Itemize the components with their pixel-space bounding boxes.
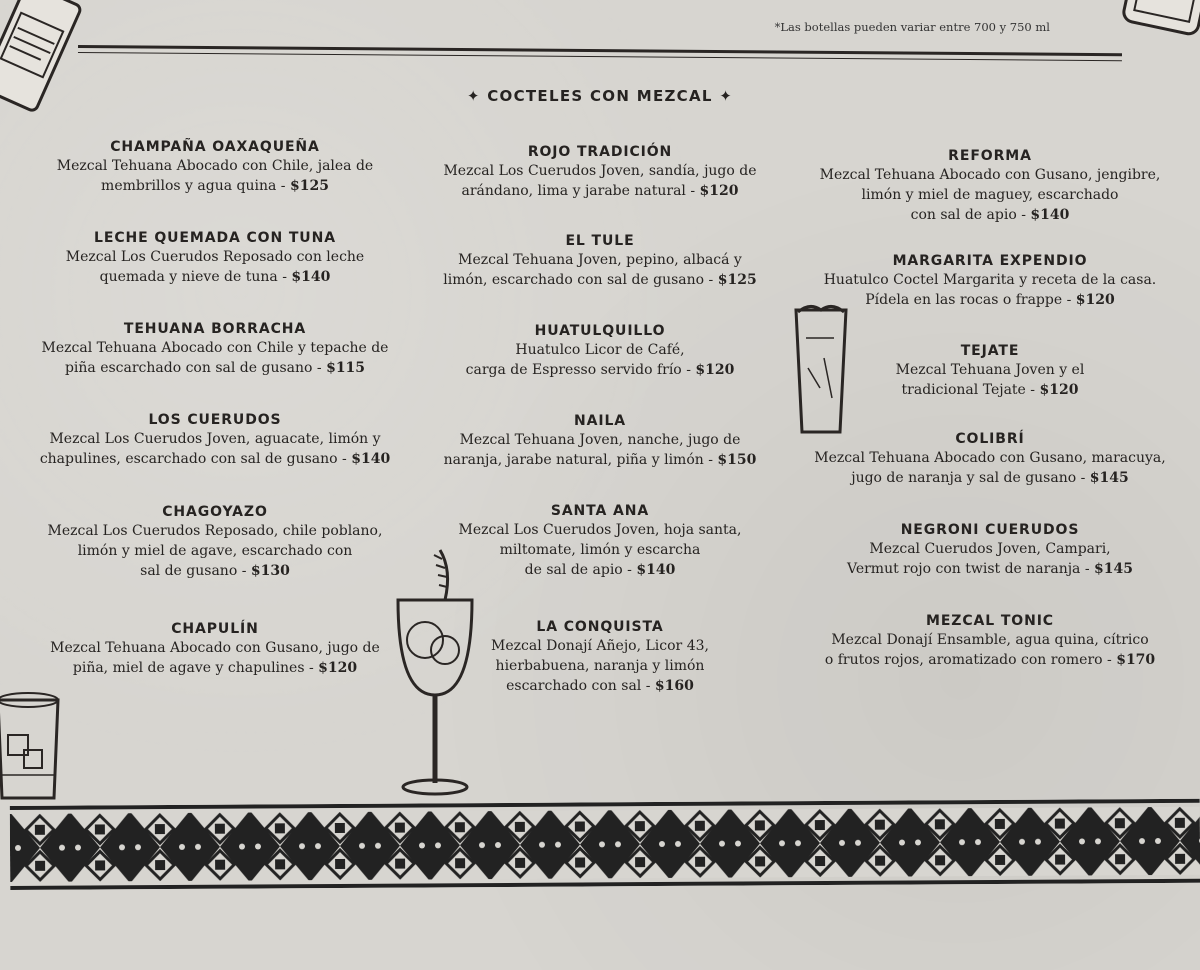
description-line: arándano, lima y jarabe natural - (461, 183, 700, 199)
cocktail-description (420, 340, 780, 380)
description-line: naranja, jarabe natural, piña y limón - (443, 452, 718, 468)
menu-item (25, 320, 405, 378)
description-line: escarchado con sal - (506, 678, 655, 694)
description-line: chapulines, escarchado con sal de gusano - (39, 451, 352, 467)
cocktail-name: NAILA (573, 413, 627, 429)
cocktail-description (420, 430, 780, 470)
description-line: tradicional Tejate - (901, 382, 1040, 398)
menu-item (25, 620, 405, 678)
description-line: Huatulco Coctel Margarita y receta de la casa. (823, 272, 1157, 288)
menu-item (800, 521, 1180, 579)
cocktail-name: MARGARITA EXPENDIO (892, 253, 1088, 269)
description-line: o frutos rojos, aromatizado con romero - (824, 652, 1117, 668)
mezcal-bottle-icon (0, 0, 104, 125)
menu-item (25, 138, 405, 196)
cocktail-name: CHAMPAÑA OAXAQUEÑA (110, 139, 320, 155)
description-line: piña, miel de agave y chapulines - (72, 660, 319, 676)
menu-item (800, 252, 1180, 310)
description-line: limón y miel de maguey, escarchado (861, 187, 1119, 203)
cocktail-price: $145 (1089, 470, 1129, 486)
mezcal-bottle-icon (1112, 0, 1200, 49)
description-line: Mezcal Tehuana Abocado con Chile, jalea de (56, 158, 374, 174)
wine-glass-icon (390, 545, 480, 800)
cocktail-name: CHAGOYAZO (162, 504, 268, 520)
top-divider (78, 45, 1122, 61)
cocktail-description (800, 360, 1180, 400)
description-line: sal de gusano - (140, 563, 251, 579)
description-line: con sal de apio - (910, 207, 1031, 223)
cocktail-description (800, 270, 1180, 310)
cocktail-price: $160 (654, 678, 694, 694)
menu-item (420, 143, 780, 201)
description-line: Vermut rojo con twist de naranja - (847, 561, 1095, 577)
cocktail-name: ROJO TRADICIÓN (527, 144, 673, 160)
cocktail-price: $125 (289, 178, 329, 194)
cocktail-name: NEGRONI CUERUDOS (900, 522, 1080, 538)
menu-item (800, 342, 1180, 400)
cocktail-description (25, 638, 405, 678)
menu-item (420, 232, 780, 290)
cocktail-price: $120 (1075, 292, 1115, 308)
cocktail-description (25, 429, 405, 469)
menu-item (25, 503, 405, 581)
menu-item (25, 411, 405, 469)
cocktail-name: TEHUANA BORRACHA (123, 321, 307, 337)
menu-item (420, 412, 780, 470)
cocktail-price: $145 (1094, 561, 1133, 577)
cocktail-name: MEZCAL TONIC (925, 613, 1054, 629)
description-line: Mezcal Donají Añejo, Licor 43, (491, 638, 709, 654)
description-line: de sal de apio - (524, 562, 637, 578)
tall-glass-icon (790, 298, 852, 438)
cocktail-price: $120 (318, 660, 358, 676)
description-line: Mezcal Tehuana Abocado con Gusano, maracuya, (814, 450, 1166, 466)
description-line: hierbabuena, naranja y limón (495, 658, 705, 674)
cocktail-description (25, 338, 405, 378)
cocktail-description (800, 165, 1180, 225)
menu-item (800, 147, 1180, 225)
description-line: Mezcal Los Cuerudos Joven, sandía, jugo de (443, 163, 757, 179)
cocktail-name: LA CONQUISTA (536, 619, 664, 635)
cocktail-description (800, 630, 1180, 670)
cocktail-name: LOS CUERUDOS (148, 412, 282, 428)
rocks-glass-icon (0, 680, 68, 805)
description-line: carga de Espresso servido frío - (465, 362, 696, 378)
description-line: Mezcal Los Cuerudos Joven, aguacate, limón y (49, 431, 381, 447)
menu-item (800, 430, 1180, 488)
cocktail-description (800, 539, 1180, 579)
description-line: Mezcal Cuerudos Joven, Campari, (869, 541, 1111, 557)
cocktail-price: $120 (699, 183, 739, 199)
cocktail-price: $140 (636, 562, 676, 578)
cocktail-price: $115 (326, 360, 366, 376)
description-line: jugo de naranja y sal de gusano - (851, 470, 1090, 486)
cocktail-price: $120 (1039, 382, 1079, 398)
cocktail-name: EL TULE (565, 233, 635, 249)
menu-item (800, 612, 1180, 670)
description-line: limón y miel de agave, escarchado con (77, 543, 353, 559)
description-line: Mezcal Tehuana Joven y el (895, 362, 1085, 378)
description-line: miltomate, limón y escarcha (499, 542, 701, 558)
description-line: Mezcal Tehuana Abocado con Gusano, jengibre, (819, 167, 1161, 183)
cocktail-name: CHAPULÍN (171, 621, 259, 637)
description-line: quemada y nieve de tuna - (99, 269, 292, 285)
cocktail-price: $140 (1030, 207, 1070, 223)
description-line: piña escarchado con sal de gusano - (64, 360, 327, 376)
cocktail-price: $120 (695, 362, 735, 378)
cocktail-name: REFORMA (948, 148, 1032, 164)
cocktail-price: $130 (250, 563, 290, 579)
description-line: limón, escarchado con sal de gusano - (443, 272, 718, 288)
description-line: Mezcal Tehuana Joven, nanche, jugo de (459, 432, 741, 448)
description-line: Pídela en las rocas o frappe - (865, 292, 1076, 308)
description-line: Mezcal Tehuana Joven, pepino, albacá y (458, 252, 742, 268)
cocktail-name: TEJATE (960, 343, 1020, 359)
section-title: ✦ COCTELES CON MEZCAL ✦ (466, 87, 734, 105)
cocktail-price: $125 (717, 272, 757, 288)
description-line: Mezcal Los Cuerudos Reposado, chile poblano, (47, 523, 383, 539)
cocktail-description (25, 247, 405, 287)
cocktail-price: $140 (351, 451, 391, 467)
cocktail-name: COLIBRÍ (955, 431, 1025, 447)
cocktail-description (25, 521, 405, 581)
cocktail-name: HUATULQUILLO (534, 323, 666, 339)
cocktail-name: SANTA ANA (550, 503, 650, 519)
cocktail-price: $170 (1116, 652, 1156, 668)
cocktail-description (420, 161, 780, 201)
description-line: membrillos y agua quina - (101, 178, 290, 194)
bottle-size-note: *Las botellas pueden variar entre 700 y 750 ml (774, 20, 1050, 34)
menu-item (420, 322, 780, 380)
description-line: Mezcal Donají Ensamble, agua quina, cítrico (831, 632, 1149, 648)
cocktail-description (25, 156, 405, 196)
oaxacan-pattern-border (10, 799, 1200, 890)
cocktail-price: $150 (717, 452, 757, 468)
menu-item (25, 229, 405, 287)
description-line: Huatulco Licor de Café, (515, 342, 685, 358)
description-line: Mezcal Tehuana Abocado con Gusano, jugo de (50, 640, 380, 656)
cocktail-description (800, 448, 1180, 488)
description-line: Mezcal Los Cuerudos Reposado con leche (65, 249, 365, 265)
cocktail-description (420, 250, 780, 290)
cocktail-name: LECHE QUEMADA CON TUNA (94, 230, 336, 246)
cocktail-price: $140 (291, 269, 331, 285)
description-line: Mezcal Los Cuerudos Joven, hoja santa, (458, 522, 742, 538)
description-line: Mezcal Tehuana Abocado con Chile y tepache de (41, 340, 389, 356)
